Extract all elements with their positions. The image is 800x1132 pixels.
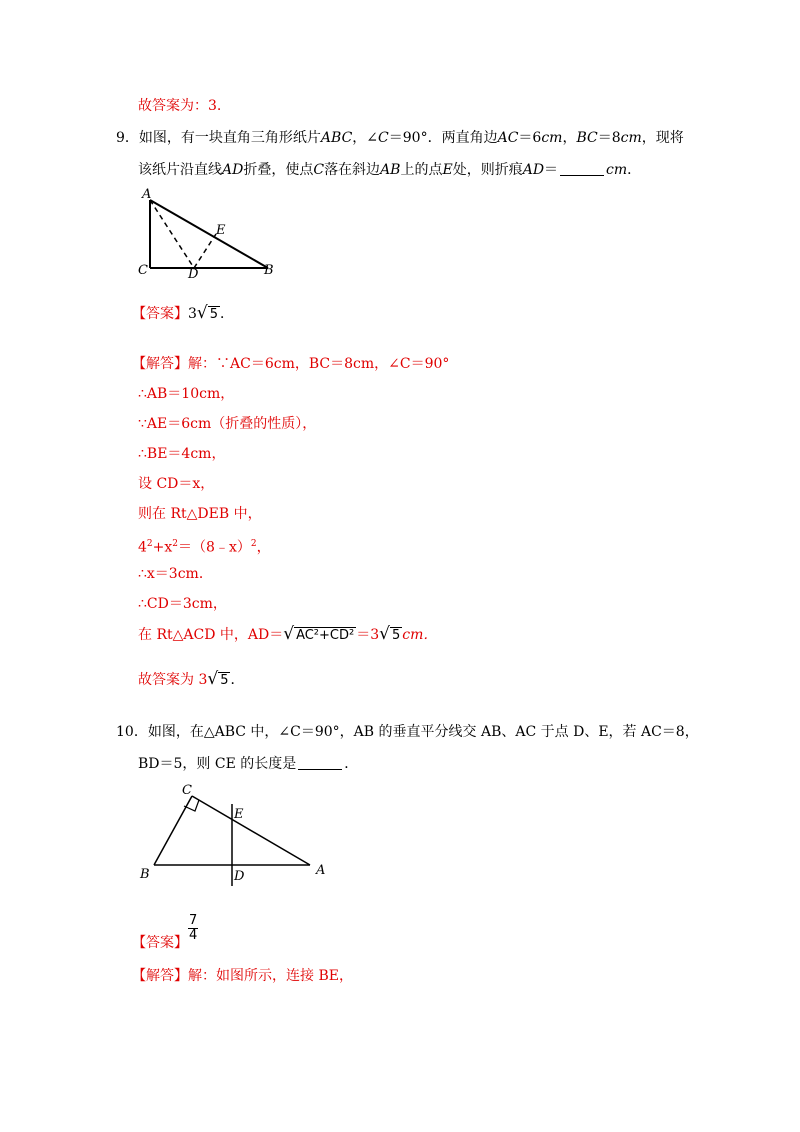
q10-answer: [132, 914, 198, 961]
label-a: A: [142, 187, 152, 202]
q9-triangle-figure: [130, 186, 290, 278]
q9-text: ．: [627, 162, 642, 178]
q9-text: cm: [541, 130, 563, 146]
q10-triangle-figure: [130, 780, 340, 892]
q9-text: AD: [222, 162, 244, 178]
q9-text: AC: [497, 130, 519, 146]
q9-solution-line: ∵AE＝6cm（折叠的性质），: [138, 416, 317, 432]
q9-text: BC: [576, 130, 598, 146]
superscript: 2: [146, 539, 153, 549]
q9-text: AB: [380, 162, 401, 178]
q9-solution-line: [138, 668, 244, 692]
q10-line2: [138, 754, 358, 774]
q9-text: ABC: [320, 130, 353, 146]
solution-text: ＝3: [356, 627, 380, 643]
superscript: 2: [172, 539, 179, 549]
sqrt-expression: √ 5: [207, 669, 229, 689]
segment-ab: [150, 200, 268, 268]
label-c: C: [182, 783, 192, 798]
q9-answer: [132, 302, 234, 326]
solution-text: 4: [138, 539, 147, 556]
q9-text: ，∠: [352, 130, 379, 146]
solution-text: +x: [152, 539, 173, 556]
q9-text: cm: [620, 130, 642, 146]
sqrt-argument: 5: [220, 673, 229, 688]
answer-blank: [560, 161, 604, 176]
q10-solution-line: [132, 966, 353, 986]
fraction-numerator: 7: [189, 913, 198, 928]
q9-text: ，现将: [641, 130, 684, 146]
q9-line1: [116, 128, 684, 148]
previous-answer: 故答案为：3.: [138, 98, 222, 114]
sqrt-argument: 5: [209, 307, 219, 322]
q9-text: ＝6: [518, 130, 542, 146]
q9-solution-line: ∴AB＝10cm，: [138, 386, 235, 402]
solution-text: 在 Rt△ACD 中，AD＝: [138, 627, 284, 643]
answer-end: ．: [220, 306, 235, 322]
q9-text: 落在斜边: [324, 162, 381, 178]
q9-text: 该纸片沿直线: [138, 162, 222, 178]
fraction: [188, 914, 198, 943]
solution-text: ．: [230, 672, 245, 688]
segment-cb: [154, 796, 192, 865]
superscript: 2: [250, 539, 257, 549]
q10-text: 如图，在△ABC 中，∠C＝90°，AB 的垂直平分线交 AB、AC 于点 D、E，若 AC＝8，: [147, 724, 699, 740]
segment-ca: [192, 796, 310, 865]
q10-text: ．: [344, 756, 359, 772]
answer-tag: 【答案】: [132, 306, 188, 322]
solution-text: cm．: [402, 627, 438, 643]
solution-tag: 【解答】: [132, 968, 188, 984]
q9-solution-line: 设 CD＝x，: [138, 476, 215, 492]
q10-number: 10．: [116, 724, 148, 740]
q9-text: AD: [522, 162, 545, 178]
q9-text: ＝90°．两直角边: [388, 130, 498, 146]
q9-solution-line: 则在 Rt△DEB 中，: [138, 506, 262, 522]
label-e: E: [234, 807, 244, 822]
q9-text: 上的点: [400, 162, 443, 178]
label-d: D: [188, 267, 199, 278]
fold-line-ad: [150, 200, 194, 268]
q9-text: 折叠，使点: [243, 162, 314, 178]
label-a: A: [316, 863, 326, 878]
q9-solution-line: [138, 534, 271, 558]
q9-solution-line: [138, 622, 437, 648]
sqrt-expression: √ 5: [379, 624, 401, 644]
q9-number: 9．: [116, 130, 139, 146]
q9-text: C: [378, 130, 389, 146]
q9-solution-line: ∴BE＝4cm，: [138, 446, 226, 462]
sqrt-expression: √ 5: [196, 303, 219, 323]
q9-solution-line: [132, 354, 449, 374]
q9-text: cm: [606, 162, 628, 178]
answer-tag: 【答案】: [132, 935, 188, 951]
label-e: E: [216, 223, 226, 238]
label-c: C: [138, 263, 148, 278]
q9-text: 如图，有一块直角三角形纸片: [138, 130, 321, 146]
solution-text: 故答案为 3: [138, 672, 208, 688]
sqrt-argument: 5: [391, 628, 401, 643]
answer-blank: [298, 755, 342, 770]
q9-line2: [138, 160, 641, 180]
q9-solution-line: ∴CD＝3cm，: [138, 596, 227, 612]
q9-text: 处，则折痕: [452, 162, 523, 178]
q9-text: ＝8: [597, 130, 621, 146]
answer-coefficient: 3: [188, 306, 197, 322]
label-b: B: [140, 867, 150, 882]
q9-text: ，: [562, 130, 577, 146]
q9-text: ＝: [544, 162, 559, 178]
solution-tag: 【解答】: [132, 356, 188, 372]
solution-text: 解：∵AC＝6cm，BC＝8cm，∠C＝90°: [188, 356, 450, 372]
solution-text: ＝（8﹣x）: [178, 539, 251, 556]
q9-text: C: [313, 162, 325, 178]
sqrt-argument: AC²+CD²: [296, 628, 355, 643]
label-b: B: [264, 263, 274, 278]
q10-line1: [116, 722, 699, 742]
label-d: D: [234, 869, 245, 884]
sqrt-expression: √ AC²+CD²: [283, 624, 355, 644]
q10-text: BD＝5，则 CE 的长度是: [138, 756, 297, 772]
fraction-denominator: 4: [189, 928, 198, 943]
q9-text: E: [442, 162, 453, 178]
solution-text: 解：如图所示，连接 BE，: [188, 968, 353, 984]
q9-solution-line: ∴x＝3cm．: [138, 566, 213, 582]
segment-de: [194, 234, 216, 268]
solution-text: ，: [256, 539, 271, 556]
